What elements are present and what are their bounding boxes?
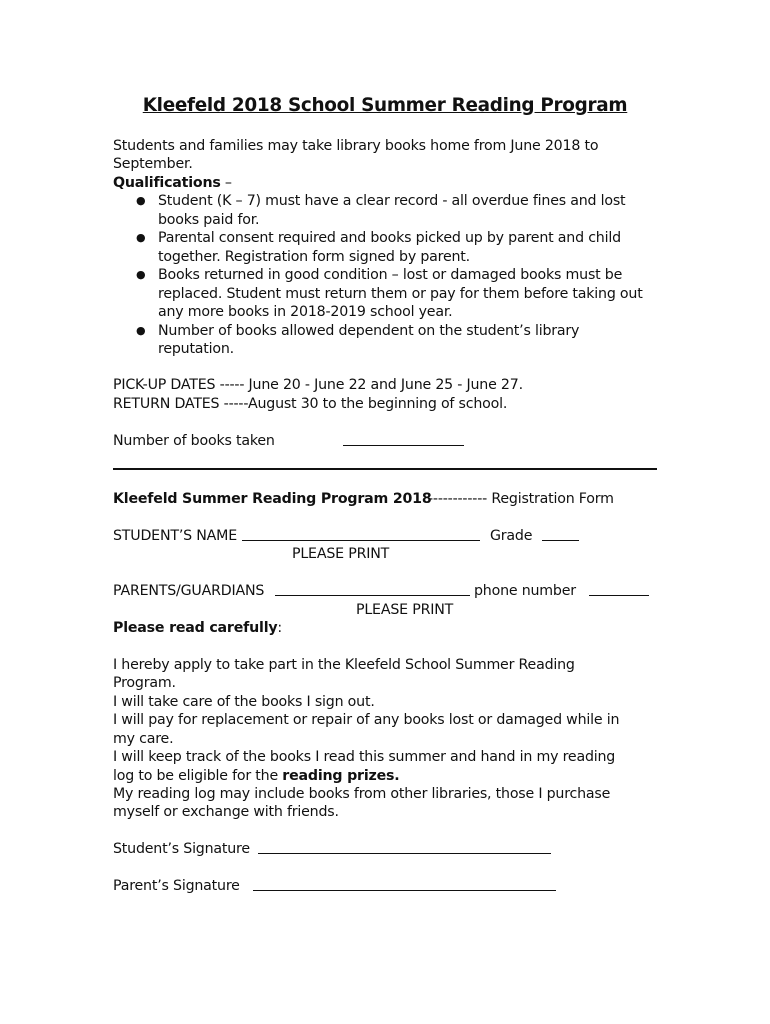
qualification-item: ● Parental consent required and books picked up by parent and child together. Registration form signed by parent. [136,230,621,265]
agreement-line: I will take care of the books I sign out. [113,694,375,710]
phone-label: phone number [474,583,576,599]
agreement-line: I will pay for replacement or repair of any books lost or damaged while in [113,712,620,728]
parent-signature-label: Parent’s Signature [113,878,240,894]
agreement-line: log to be eligible for the reading prizes. [113,768,400,784]
bullet-icon: ● [136,268,146,281]
grade-field[interactable] [542,527,579,541]
qualification-item: ● Student (K – 7) must have a clear record - all overdue fines and lost books paid for. [136,193,626,228]
section-divider [113,468,657,470]
student-name-field[interactable] [242,527,480,541]
bullet-icon: ● [136,231,146,244]
bullet-icon: ● [136,323,146,337]
student-name-label: STUDENT’S NAME [113,528,237,544]
agreement-line: I will keep track of the books I read this summer and hand in my reading [113,749,616,765]
agreement-line: My reading log may include books from other libraries, those I purchase [113,786,611,802]
qualifications-label: Qualifications [113,175,221,191]
qualification-item: ● Number of books allowed dependent on the student’s library reputation. [136,322,580,357]
agreement-line: I hereby apply to take part in the Kleefeld School Summer Reading [113,657,575,673]
qualifications-heading [113,174,232,193]
document-title: Kleefeld 2018 School Summer Reading Program [142,95,628,116]
form-heading-suffix: ------------ Registration Form [428,491,614,507]
intro-line-1: Students and families may take library books home from June 2018 to [113,138,599,154]
parents-label: PARENTS/GUARDIANS [113,583,265,599]
agreement-line: my care. [113,731,174,747]
form-heading: Kleefeld Summer Reading Program 2018 [113,491,432,507]
intro-line-2: September. [113,156,193,172]
parents-field[interactable] [275,582,470,596]
qualifications-list [113,192,658,359]
qualifications-dash: – [220,175,232,191]
pickup-dates: PICK-UP DATES ----- June 20 - June 22 and June 25 - June 27. [113,377,523,393]
books-taken-label: Number of books taken [113,433,275,449]
return-dates: RETURN DATES -----August 30 to the beginning of school. [113,396,508,412]
phone-field[interactable] [589,582,649,596]
please-print-note: PLEASE PRINT [356,602,454,618]
grade-label: Grade [490,528,533,544]
qualification-item: ● Books returned in good condition – lost or damaged books must be replaced. Student must return them or pay for them before taking out any more books in 2018-2019 school year. [136,267,643,320]
reading-prizes: reading prizes. [282,768,400,784]
books-taken-field[interactable] [343,432,464,446]
read-carefully-label: Please read carefully [113,620,278,636]
agreement-line: myself or exchange with friends. [113,804,339,820]
bullet-icon: ● [136,194,146,207]
student-signature-label: Student’s Signature [113,841,250,857]
agreement-line: Program. [113,675,176,691]
please-print-note: PLEASE PRINT [292,546,390,562]
parent-signature-field[interactable] [253,877,556,891]
read-carefully: Please read carefully: [113,620,282,636]
student-signature-field[interactable] [258,840,551,854]
